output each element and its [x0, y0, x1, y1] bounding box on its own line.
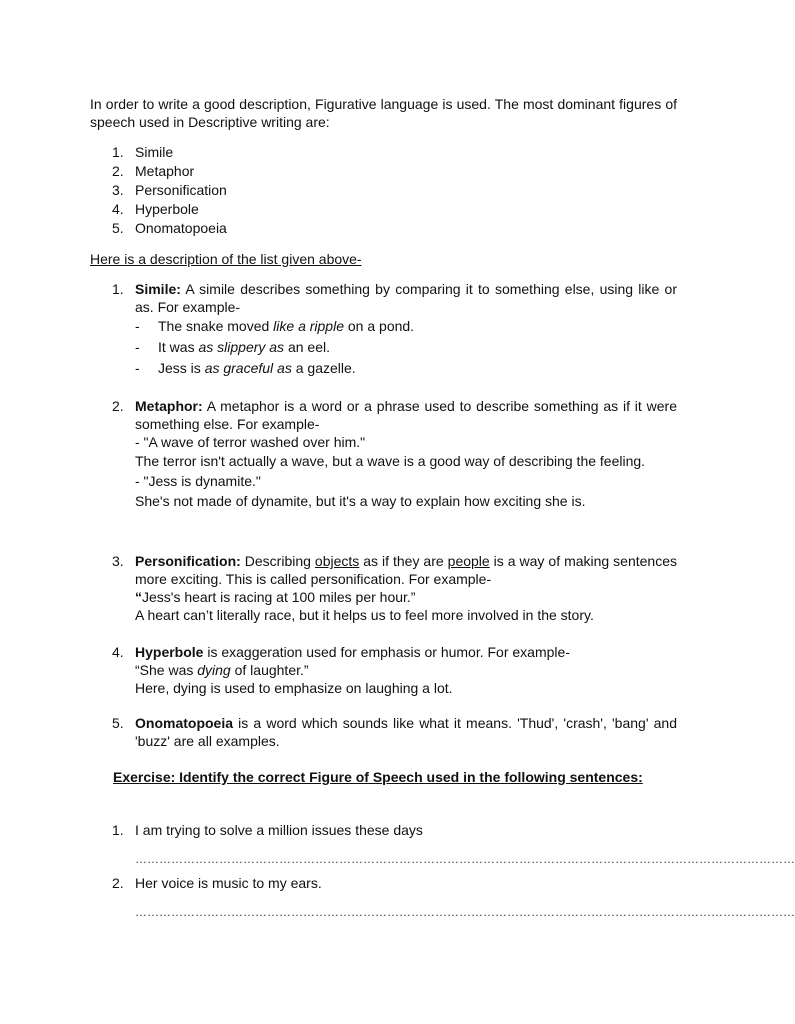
- list-item: [112, 162, 227, 181]
- list-number: 3.: [112, 182, 124, 198]
- answer-blank[interactable]: …………………………………………………………………………………………………………………………………………………: [135, 905, 795, 919]
- list-label: Personification: [135, 182, 227, 198]
- term: Personification:: [135, 553, 241, 569]
- list-number: 1.: [112, 144, 124, 160]
- question-number: 2.: [112, 875, 124, 891]
- example-explanation: Here, dying is used to emphasize on laughing a lot.: [135, 680, 453, 696]
- term: Hyperbole: [135, 644, 204, 660]
- list-item: [112, 200, 227, 219]
- exercise-question: [112, 821, 677, 839]
- simile-section: [112, 280, 677, 379]
- list-label: Onomatopoeia: [135, 220, 227, 236]
- onomatopoeia-definition: Onomatopoeia is a word which sounds like what it means. 'Thud', 'crash', 'bang' and 'buzz' are all examples.: [135, 715, 677, 749]
- section-number: 5.: [112, 715, 124, 731]
- example-line: - "A wave of terror washed over him.": [135, 434, 366, 450]
- exercise-heading: Exercise: Identify the correct Figure of Speech used in the following sentences:: [113, 769, 643, 785]
- description-heading: Here is a description of the list given above-: [90, 251, 362, 267]
- hyperbole-section: [112, 643, 677, 697]
- section-number: 2.: [112, 398, 124, 414]
- list-item: [112, 219, 227, 238]
- simile-definition: Simile: A simile describes something by comparing it to something else, using like or as. For example-: [135, 281, 677, 315]
- question-number: 1.: [112, 822, 124, 838]
- question-text: I am trying to solve a million issues these days: [135, 822, 423, 838]
- section-number: 1.: [112, 281, 124, 297]
- metaphor-section: [112, 397, 677, 511]
- example-line: - It was as slippery as an eel.: [135, 339, 330, 355]
- example-line: - The snake moved like a ripple on a pond.: [135, 318, 415, 334]
- example-line: - "Jess is dynamite.": [135, 473, 261, 489]
- term: Simile:: [135, 281, 181, 297]
- exercise-question: [112, 874, 677, 892]
- answer-blank[interactable]: …………………………………………………………………………………………………………………………………………………: [135, 852, 795, 866]
- list-label: Simile: [135, 144, 174, 160]
- term: Metaphor:: [135, 398, 203, 414]
- section-number: 4.: [112, 644, 124, 660]
- personification-section: [112, 552, 677, 624]
- question-text: Her voice is music to my ears.: [135, 875, 322, 891]
- list-number: 5.: [112, 220, 124, 236]
- metaphor-definition: Metaphor: A metaphor is a word or a phrase used to describe something as if it were something else. For example-: [135, 398, 677, 432]
- example-explanation: She's not made of dynamite, but it's a way to explain how exciting she is.: [135, 493, 586, 509]
- example-explanation: A heart can’t literally race, but it helps us to feel more involved in the story.: [135, 607, 594, 623]
- section-number: 3.: [112, 553, 124, 569]
- list-number: 4.: [112, 201, 124, 217]
- example-line: “Jess's heart is racing at 100 miles per hour.”: [135, 589, 416, 605]
- list-label: Metaphor: [135, 163, 195, 179]
- figures-list: [112, 143, 227, 238]
- term: Onomatopoeia: [135, 715, 234, 731]
- hyperbole-definition: Hyperbole is exaggeration used for emphasis or humor. For example-: [135, 644, 570, 660]
- intro-paragraph: In order to write a good description, Figurative language is used. The most dominant figures of speech used in Descriptive writing are:: [90, 96, 677, 130]
- example-line: “She was dying of laughter.”: [135, 662, 309, 678]
- onomatopoeia-section: [112, 714, 677, 750]
- personification-definition: Personification: Describing objects as if they are people is a way of making sentences more exciting. This is called personification. For example-: [135, 553, 678, 587]
- example-explanation: The terror isn't actually a wave, but a wave is a good way of describing the feeling.: [135, 453, 646, 469]
- list-label: Hyperbole: [135, 201, 199, 217]
- list-item: [112, 143, 227, 162]
- list-number: 2.: [112, 163, 124, 179]
- list-item: [112, 181, 227, 200]
- example-line: - Jess is as graceful as a gazelle.: [135, 360, 356, 376]
